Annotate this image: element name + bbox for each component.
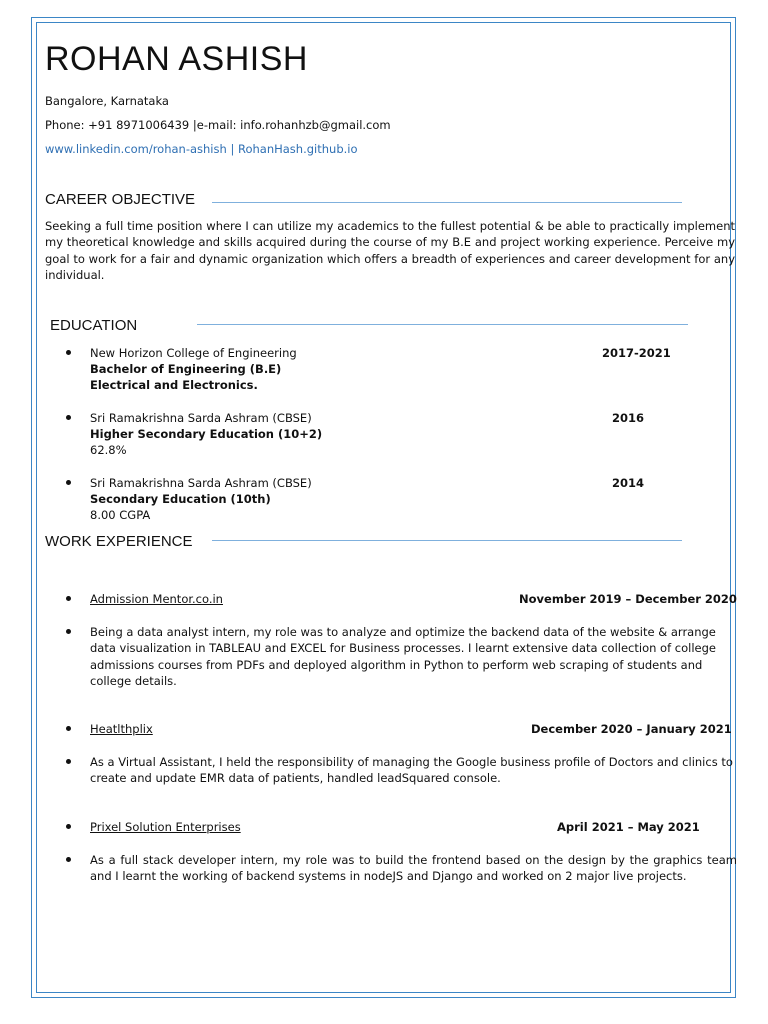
bullet-icon — [66, 480, 71, 485]
education-years: 2017-2021 — [602, 346, 671, 360]
career-objective-text: Seeking a full time position where I can utilize my academics to the fullest potential & be able to practically implement my theoretical knowledge and skills acquired during the course of my B.E and project working experience. Perceive my goal to work for a fair and dynamic organization which offers a breadth of experiences and career development for any individual. — [45, 219, 735, 282]
bullet-icon — [66, 857, 71, 862]
education-school: Sri Ramakrishna Sarda Ashram (CBSE) — [90, 476, 312, 490]
bullet-icon — [66, 759, 71, 764]
work-experience-heading: WORK EXPERIENCE — [45, 533, 193, 550]
work-description: Being a data analyst intern, my role was to analyze and optimize the backend data of the website & arrange data visualization in TABLEAU and EXCEL for Business processes. I learnt extensive data collection of college admissions courses from PDFs and deployed algorithm in Python to perform web scraping of students and college details. — [90, 625, 716, 688]
bullet-icon — [66, 726, 71, 731]
education-years: 2016 — [612, 411, 645, 425]
education-detail: Electrical and Electronics. — [90, 378, 258, 392]
education-rule — [197, 324, 688, 325]
work-description: As a Virtual Assistant, I held the responsibility of managing the Google business profile of Doctors and clinics to create and update EMR data of patients, handled leadSquared console. — [90, 755, 733, 786]
work-dates: November 2019 – December 2020 — [519, 592, 737, 606]
education-school: Sri Ramakrishna Sarda Ashram (CBSE) — [90, 411, 312, 425]
resume-name: ROHAN ASHISH — [45, 40, 308, 78]
work-company: Admission Mentor.co.in — [90, 592, 223, 606]
education-school: New Horizon College of Engineering — [90, 346, 297, 360]
education-heading: EDUCATION — [50, 317, 138, 334]
education-years: 2014 — [612, 476, 645, 490]
bullet-icon — [66, 415, 71, 420]
work-experience-rule — [212, 540, 682, 541]
bullet-icon — [66, 350, 71, 355]
bullet-icon — [66, 596, 71, 601]
career-objective-heading: CAREER OBJECTIVE — [45, 191, 196, 208]
education-degree: Higher Secondary Education (10+2) — [90, 427, 323, 441]
bullet-icon — [66, 824, 71, 829]
bullet-icon — [66, 629, 71, 634]
education-detail: 8.00 CGPA — [90, 508, 151, 522]
work-dates: April 2021 – May 2021 — [557, 820, 700, 834]
work-dates: December 2020 – January 2021 — [531, 722, 732, 736]
profile-links[interactable]: www.linkedin.com/rohan-ashish | RohanHash.github.io — [45, 142, 358, 156]
work-description: As a full stack developer intern, my role was to build the frontend based on the design by the graphics team and I learnt the working of backend systems in nodeJS and Django and worked on 2 major live projects. — [90, 853, 737, 884]
location-text: Bangalore, Karnataka — [45, 94, 169, 108]
education-degree: Bachelor of Engineering (B.E) — [90, 362, 282, 376]
career-objective-rule — [212, 202, 682, 203]
education-detail: 62.8% — [90, 443, 127, 457]
work-company: Heatlthplix — [90, 722, 153, 736]
work-company: Prixel Solution Enterprises — [90, 820, 241, 834]
contact-text: Phone: +91 8971006439 |e-mail: info.rohanhzb@gmail.com — [45, 118, 391, 132]
education-degree: Secondary Education (10th) — [90, 492, 271, 506]
